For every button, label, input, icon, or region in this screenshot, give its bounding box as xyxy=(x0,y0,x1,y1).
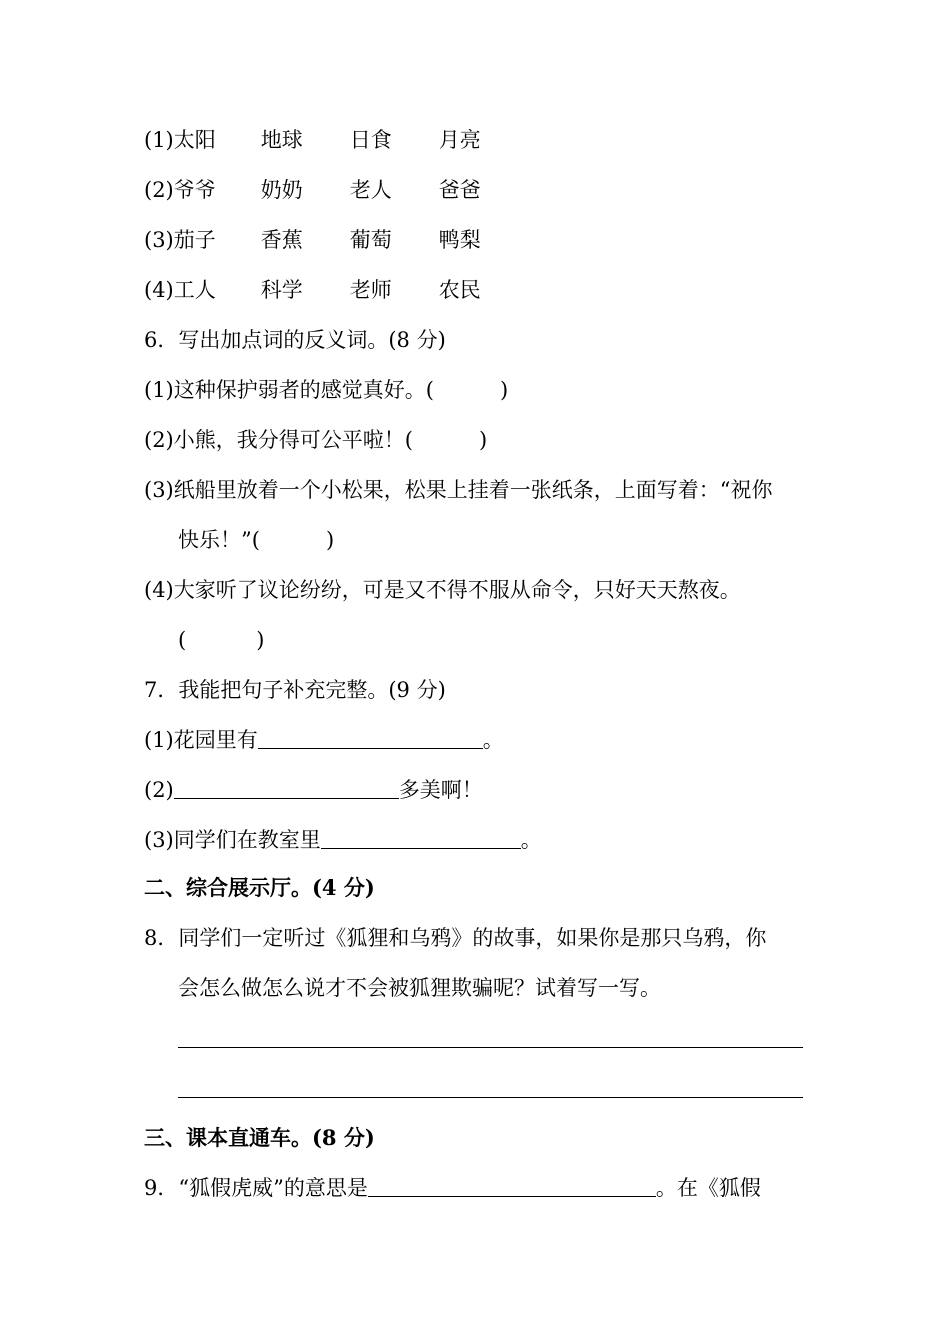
q5-row-1 xyxy=(144,125,481,155)
q6-item-4: (4)大家听了议论纷纷，可是又不得不服从命令，只好天天熬夜。 xyxy=(144,578,741,602)
close-paren: ) xyxy=(325,528,335,552)
q6-item-3-cont xyxy=(178,525,334,555)
word: 奶奶 xyxy=(260,178,303,202)
q6-title: 6．写出加点词的反义词。(8 分) xyxy=(144,328,446,352)
open-paren: ( xyxy=(178,628,187,652)
row-number: (4) xyxy=(144,278,174,302)
item-text: (1)花园里有 xyxy=(144,728,258,752)
q9-line-1 xyxy=(144,1173,761,1203)
item-text: (2) xyxy=(144,778,174,802)
q7-item-1 xyxy=(144,725,504,755)
item-text: (1)这种保护弱者的感觉真好。( xyxy=(144,378,434,402)
q5-row-2 xyxy=(144,175,481,205)
q6-item-3: (3)纸船里放着一个小松果，松果上挂着一张纸条，上面写着：“祝你 xyxy=(144,478,773,502)
answer-line-2[interactable] xyxy=(178,1097,803,1098)
q8-line-2: 会怎么做怎么说才不会被狐狸欺骗呢？试着写一写。 xyxy=(178,976,661,1000)
word: 日食 xyxy=(349,128,392,152)
word: 老师 xyxy=(349,278,392,302)
word: 地球 xyxy=(260,128,303,152)
item-text: (2)小熊，我分得可公平啦！( xyxy=(144,428,413,452)
fill-blank[interactable] xyxy=(174,776,399,799)
word: 茄子 xyxy=(173,228,216,252)
q7-title: 7．我能把句子补充完整。(9 分) xyxy=(144,678,446,702)
close-paren: ) xyxy=(256,628,265,652)
q6-item-1 xyxy=(144,375,508,405)
row-number: (1) xyxy=(144,128,174,152)
row-number: (2) xyxy=(144,178,174,202)
word: 爸爸 xyxy=(438,178,481,202)
word: 科学 xyxy=(260,278,303,302)
q6-item-2 xyxy=(144,425,487,455)
word: 太阳 xyxy=(173,128,216,152)
q7-item-3 xyxy=(144,825,542,855)
item-text: 9．“狐假虎威”的意思是 xyxy=(144,1176,368,1200)
q8-line-1: 8．同学们一定听过《狐狸和乌鸦》的故事，如果你是那只乌鸦，你 xyxy=(144,926,767,950)
answer-line-1[interactable] xyxy=(178,1047,803,1048)
word: 老人 xyxy=(349,178,392,202)
word: 月亮 xyxy=(438,128,481,152)
fill-blank[interactable] xyxy=(321,826,521,849)
word: 葡萄 xyxy=(349,228,392,252)
section-3-title: 三、课本直通车。(8 分) xyxy=(144,1125,375,1150)
close-paren: ) xyxy=(499,378,509,402)
item-text: (3)同学们在教室里 xyxy=(144,828,321,852)
fill-blank[interactable] xyxy=(258,726,483,749)
item-text: 。 xyxy=(482,728,504,752)
word: 鸭梨 xyxy=(438,228,481,252)
word: 农民 xyxy=(438,278,481,302)
close-paren: ) xyxy=(478,428,488,452)
section-2-title: 二、综合展示厅。(4 分) xyxy=(144,875,375,900)
q6-item-4-cont xyxy=(178,625,264,655)
word: 爷爷 xyxy=(173,178,216,202)
q5-row-4 xyxy=(144,275,481,305)
fill-blank[interactable] xyxy=(368,1174,656,1197)
item-text: 。在《狐假 xyxy=(655,1176,761,1200)
q7-item-2 xyxy=(144,775,483,805)
item-text: 。 xyxy=(520,828,542,852)
row-number: (3) xyxy=(144,228,174,252)
word: 工人 xyxy=(173,278,216,302)
q5-row-3 xyxy=(144,225,481,255)
word: 香蕉 xyxy=(260,228,303,252)
item-text: 多美啊！ xyxy=(398,778,483,802)
item-text: 快乐！”( xyxy=(178,528,260,552)
